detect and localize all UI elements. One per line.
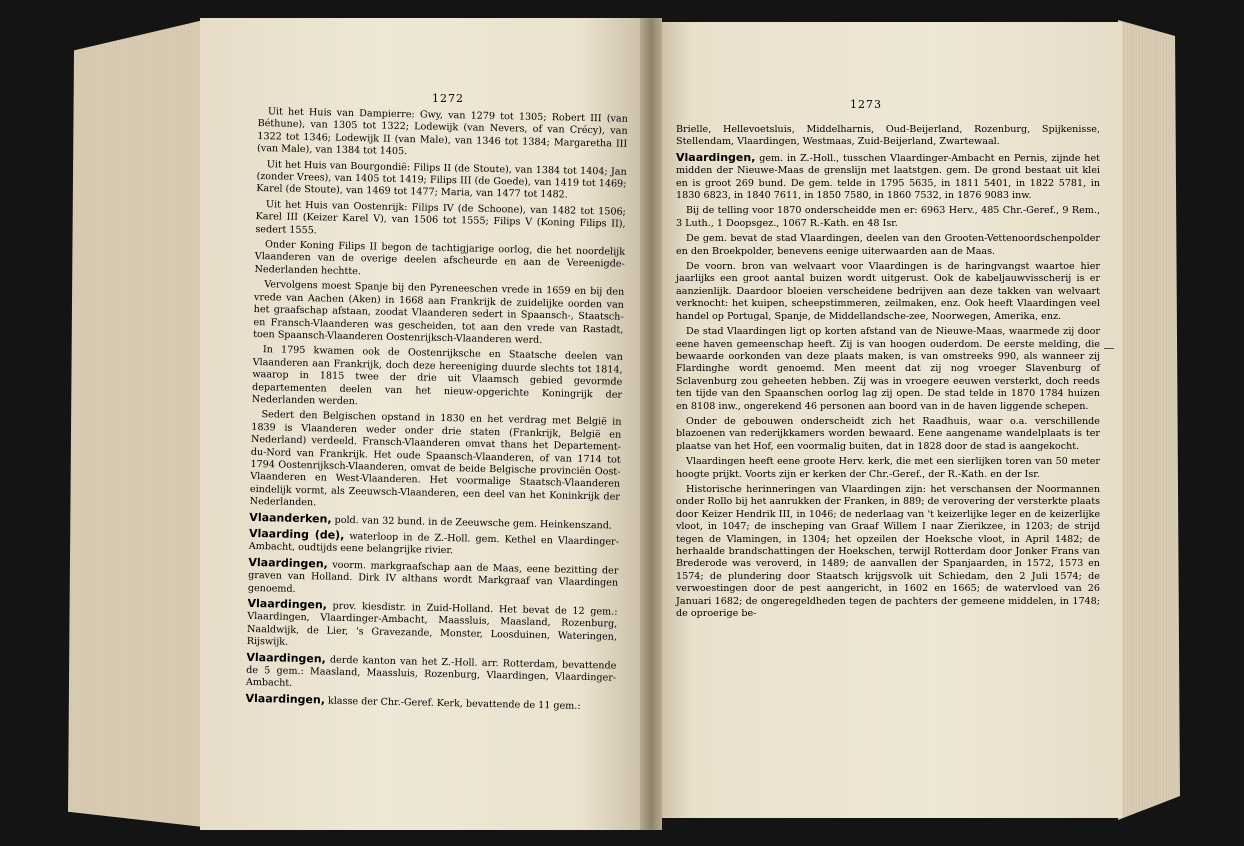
dictionary-entry	[247, 598, 618, 656]
paragraph: De stad Vlaardingen ligt op korten afstand van de Nieuwe-Maas, waarmede zij door eene haven gemeenschap heeft. Zij is van hoogen ouderdom. De eerste melding, die bewaarde oorkonden van deze plaats maken, is van omstreeks 990, als wanneer zij Flardinghe wordt genoemd. Men meent dat zij nog vroeger Slavenburg of Sclavenburg zou geheeten hebben. Zij was in vroegere eeuwen versterkt, doch reeds ten tijde van den Spaanschen oorlog lag zij open. De stad telde in 1870 1784 huizen en 8108 inw., ongerekend 46 personen aan boord van in de haven liggende schepen.	[676, 326, 1100, 412]
paragraph: Onder de gebouwen onderscheidt zich het Raadhuis, waar o.a. verschillende blazoenen van rederijkkamers worden bewaard. Eene aangename wandelplaats is ter plaatse van het Hof, een voormalig buiten, dat in 1828 door de stad is aangekocht.	[676, 415, 1100, 452]
right-page-text	[676, 124, 1100, 623]
entry-headword: Vlaardingen,	[248, 555, 328, 571]
entry-headword: Vlaardingen,	[247, 596, 328, 612]
paragraph: De voorn. bron van welvaart voor Vlaardingen is de haringvangst waartoe hier jaarlijks een groot aantal buizen wordt uitgerust. Ook de kabeljauwvisscherij is er aanzienlijk. Daardoor bloeien verscheidene bedrijven aan deze takken van welvaart verknocht: het kuipen, scheepstimmeren, zeilmaken, enz. Ook heeft Vlaardingen veel handel op Portugal, Spanje, de Middellandsche-zee, Noorwegen, Amerika, enz.	[676, 261, 1100, 322]
paragraph: Vlaardingen heeft eene groote Herv. kerk, die met een sierlijken toren van 50 meter hoogte prijkt. Voorts zijn er kerken der Chr.-Geref., der R.-Kath. en der Isr.	[676, 456, 1100, 480]
paragraph: In 1795 kwamen ook de Oostenrijksche en Staatsche deelen van Vlaanderen aan Frankrijk, doch deze hereeniging duurde slechts tot 1814, waarop in 1815 twee der drie uit Vlaamsch gebied gevormde departementen deelen van het nieuw-opgerichte Koningrijk der Nederlanden werden.	[251, 344, 623, 408]
paragraph: Sedert den Belgischen opstand in 1830 en het verdrag met België in 1839 is Vlaanderen weder onder drie staten (Frankrijk, België en Nederland) verdeeld. Fransch-Vlaanderen omvat thans het Departement-du-Nord van Frankrijk. Het oude Spaansch-Vlaanderen, of van 1714 tot 1794 Oostenrijksch-Vlaanderen, omvat de beide Belgische provinciën Oost-Vlaanderen en West-Vlaanderen. Het voormalige Staatsch-Vlaanderen eindelijk vormt, als Zeeuwsch-Vlaanderen, een deel van het Koninkrijk der Nederlanden.	[249, 409, 622, 509]
entry-headword: Vlaarding (de),	[248, 526, 345, 542]
entry-text: pold. van 32 bund. in de Zeeuwsche gem. Heinkenszand.	[331, 514, 613, 532]
entry-headword: Vlaardingen,	[245, 691, 326, 707]
right-page-number: 1273	[850, 98, 882, 111]
dictionary-entry	[246, 652, 617, 698]
entry-headword: Vlaardingen,	[246, 650, 326, 666]
paragraph: Uit het Huis van Dampierre: Gwy, van 1279 tot 1305; Robert III (van Béthune), van 1305 tot 1322; Lodewijk (van Nevers, of van Crécy), van 1322 tot 1346; Lodewijk II (van Male), van 1346 tot 1384; Margaretha III (van Male), van 1384 tot 1405.	[256, 106, 628, 158]
paragraph: Historische herinneringen van Vlaardingen zijn: het verschansen der Noormannen onder Rollo bij het aanrukken der Franken, in 889; de verovering der versterkte plaats door Keizer Hendrik III, in 1046; de nederlaag van 't keizerlijke leger en de keizerlijke vloot, in 1047; de inscheping van Graaf Willem I naar Zierikzee, in 1203; de strijd tegen de Vlamingen, in 1304; het opzeilen der Hoeksche vloot, in April 1482; de herhaalde brandschattingen der Hoekschen, terwijl Rotterdam door Jonker Frans van Brederode was veroverd, in 1489; de aanvallen der Spanjaarden, in 1572, 1573 en 1574; de plundering door Staatsch krijgsvolk uit Schiedam, den 2 Juli 1574; de verwoestingen door de pest aangericht, in 1602 en 1665; de watervloed van 26 Januari 1682; de ongeregeldheden tegen de pachters der gemeene middelen, in 1748; de oproerige be-	[676, 483, 1100, 620]
margin-mark	[1104, 348, 1114, 349]
entry-text: klasse der Chr.-Geref. Kerk, bevattende de 11 gem.:	[324, 695, 581, 712]
paragraph: Uit het Huis van Oostenrijk: Filips IV (de Schoone), van 1482 tot 1506; Karel III (Keizer Karel V), van 1506 tot 1555; Filips V (Koning Filips II), sedert 1555.	[255, 199, 626, 236]
left-page-edges	[62, 18, 212, 828]
dictionary-entry	[676, 152, 1100, 203]
dictionary-entry	[248, 557, 619, 603]
paragraph: Onder Koning Filips II begon de tachtigjarige oorlog, die het noordelijk Vlaanderen van de overige deelen afscheurde en aan de Vereenigde-Nederlanden hechtte.	[254, 239, 626, 278]
paragraph: Bij de telling voor 1870 onderscheidde men er: 6963 Herv., 485 Chr.-Geref., 9 Rem., 3 Luth., 1 Doopsgez., 1067 R.-Kath. en 48 Isr.	[676, 205, 1100, 229]
left-page-number: 1272	[432, 92, 464, 105]
left-page-text	[245, 106, 628, 717]
entry-text: prov. kiesdistr. in Zuid-Holland. Het bevat de 12 gem.: Vlaardingen, Vlaardinger-Ambacht, Maassluis, Maasland, Rozenburg, Naaldwijk, de Lier, 's Gravezande, Monster, Loosduinen, Wateringen, Rijswijk.	[246, 600, 618, 648]
entry-text: gem. in Z.-Holl., tusschen Vlaardinger-Ambacht en Pernis, zijnde het midden der Nieuwe-Maas de grenslijn met laatstgen. gem. De grond bestaat uit klei en is groot 269 bund. De gem. telde in 1795 5635, in 1811 5401, in 1822 5781, in 1830 6823, in 1840 7611, in 1850 7580, in 1860 7532, in 1876 9083 inw.	[676, 152, 1100, 202]
entry-headword: Vlaanderken,	[249, 510, 332, 526]
right-page-edges	[1118, 20, 1180, 820]
entry-text: derde kanton van het Z.-Holl. arr. Rotterdam, bevattende de 5 gem.: Maasland, Maassluis, Rozenburg, Vlaardingen, Vlaardinger-Ambacht.	[245, 654, 617, 690]
paragraph: Uit het Huis van Bourgondië: Filips II (de Stoute), van 1384 tot 1404; Jan (zonder Vrees), van 1405 tot 1419; Filips III (de Goede), van 1419 tot 1469; Karel (de Stoute), van 1469 tot 1477; Maria, van 1477 tot 1482.	[256, 158, 627, 201]
entry-text: waterloop in de Z.-Holl. gem. Kethel en Vlaardinger-Ambacht, oudtijds eene belangrijke rivier.	[248, 530, 620, 557]
paragraph: Brielle, Hellevoetsluis, Middelharnis, Oud-Beijerland, Rozenburg, Spijkenisse, Stellendam, Vlaardingen, Westmaas, Zuid-Beijerland, Zwartewaal.	[676, 124, 1100, 148]
paragraph: De gem. bevat de stad Vlaardingen, deelen van den Grooten-Vettenoordschenpolder en den Broekpolder, benevens eenige uiterwaarden aan de Maas.	[676, 233, 1100, 257]
entry-headword: Vlaardingen,	[676, 150, 756, 164]
entry-text: voorm. markgraafschap aan de Maas, eene bezitting der graven van Holland. Dirk IV althans wordt Markgraaf van Vlaardingen genoemd.	[247, 559, 619, 595]
paragraph: Vervolgens moest Spanje bij den Pyreneeschen vrede in 1659 en bij den vrede van Aachen (Aken) in 1668 aan Frankrijk de zuidelijke oorden van het graafschap afstaan, zoodat Vlaanderen sedert in Spaansch-, Staatsch- en Fransch-Vlaanderen was gescheiden, tot aan den vrede van Rastadt, toen Spaansch-Vlaanderen Oostenrijksch-Vlaanderen werd.	[253, 279, 625, 346]
book-gutter	[640, 18, 662, 830]
